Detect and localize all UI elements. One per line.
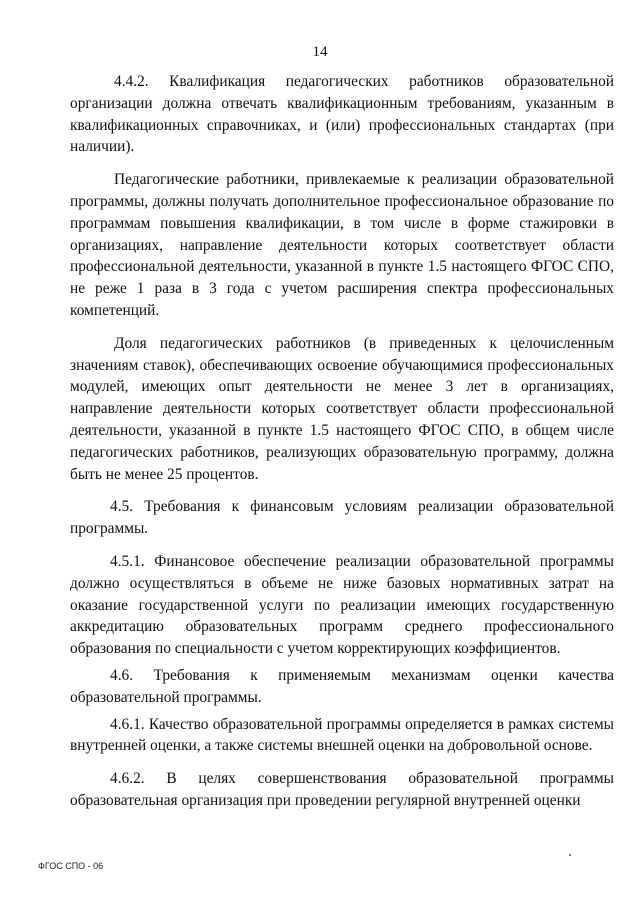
paragraph-4-6: 4.6. Требования к применяемым механизмам оценки качества образовательной программы. <box>70 666 614 706</box>
paragraph-teacher-training: Педагогические работники, привлекаемые к реализации образовательной программы, должны получать дополнительное профессиональное образование по программам повышения квалификации, в том числе в форме стажировки в организациях, направление деятельности которых соответствует области профессиональной деятельности, указанной в пункте 1.5 настоящего ФГОС СПО, не реже 1 раза в 3 года с учетом расширения спектра профессиональных компетенций. <box>70 171 614 319</box>
paragraph-4-6-1: 4.6.1. Качество образовательной программы определяется в рамках системы внутренней оценки, а также системы внешней оценки на добровольной основе. <box>70 715 614 755</box>
document-body <box>70 71 614 812</box>
paragraph-4-4-2: 4.4.2. Квалификация педагогических работников образовательной организации должна отвечать квалификационным требованиям, указанным в квалификационных справочниках, и (или) профессиональных стандартах (при наличии). <box>70 73 614 156</box>
paragraph-4-6-2: 4.6.2. В целях совершенствования образовательной программы образовательная организация при проведении регулярной внутренней оценки <box>70 770 614 809</box>
paragraph-4-5-1: 4.5.1. Финансовое обеспечение реализации образовательной программы должно осуществляться в объеме не ниже базовых нормативных затрат на оказание государственной услуги по реализации имеющих государственную аккредитацию образовательных программ среднего профессионального образования по специальности с учетом корректирующих коэффициентов. <box>70 552 614 658</box>
page-number: 14 <box>312 44 328 60</box>
scan-speck <box>569 854 571 856</box>
paragraph-teacher-share: Доля педагогических работников (в приведенных к целочисленным значениям ставок), обеспечивающих освоение обучающимися профессиональных модулей, имеющих опыт деятельности не менее 3 лет в организациях, направление деятельности которых соответствует области профессиональной деятельности, указанной в пункте 1.5 настоящего ФГОС СПО, в общем числе педагогических работников, реализующих образовательную программу, должна быть не менее 25 процентов. <box>70 334 614 483</box>
paragraph-4-5: 4.5. Требования к финансовым условиям реализации образовательной программы. <box>70 498 614 538</box>
footer-code: ФГОС СПО - 06 <box>38 861 104 871</box>
